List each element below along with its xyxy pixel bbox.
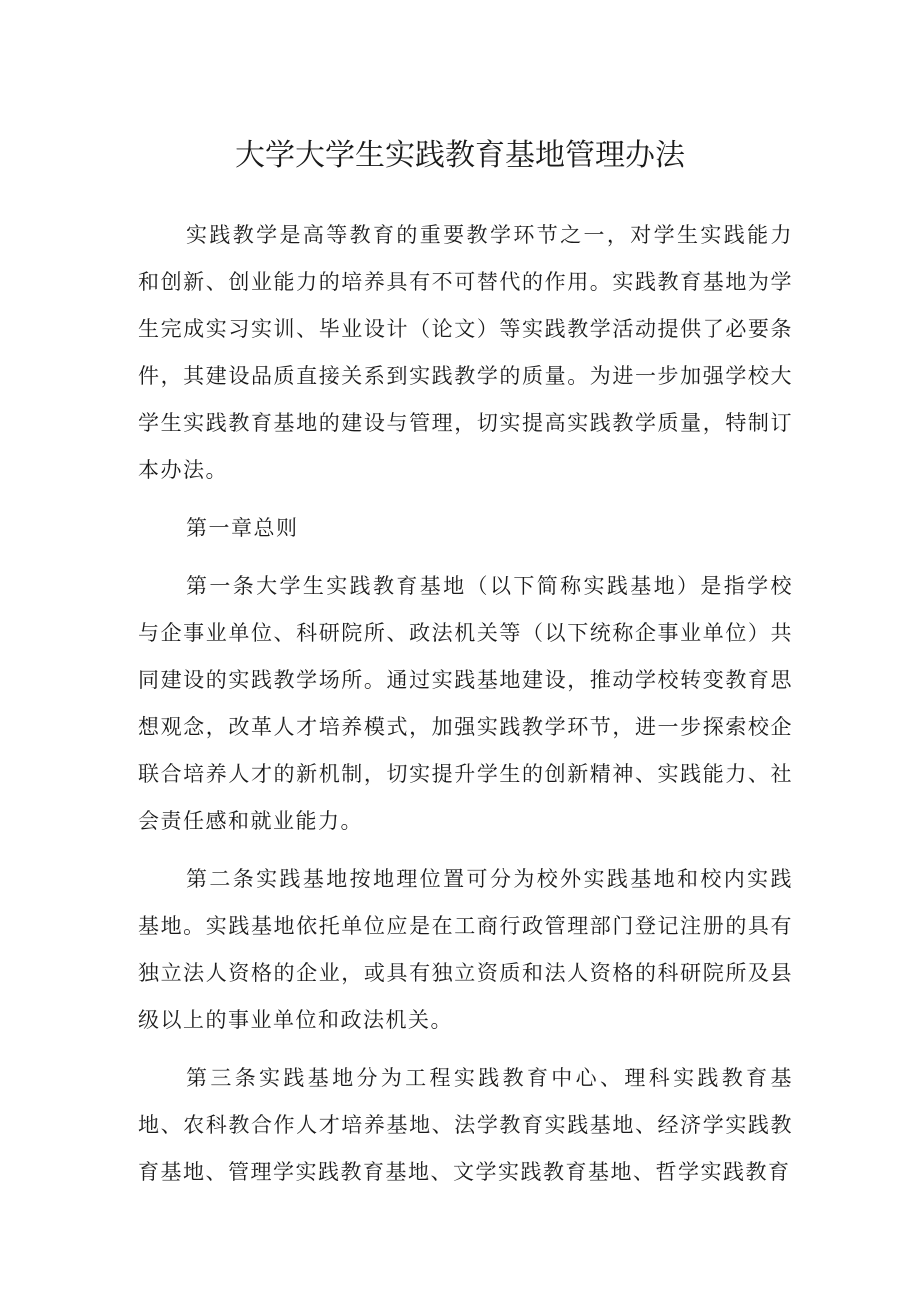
chapter-heading: 第一章总则: [186, 516, 299, 540]
intro-paragraph: 实践教学是高等教育的重要教学环节之一，对学生实践能力和创新、创业能力的培养具有不可替代的作用。实践教育基地为学生完成实习实训、毕业设计（论文）等实践教学活动提供了必要条件，其建设品质直接关系到实践教学的质量。为进一步加强学校大学生实践教育基地的建设与管理，切实提高实践教学质量，特制订本办法。: [138, 223, 793, 482]
document-body: [138, 212, 793, 1207]
article-2-paragraph: 第二条实践基地按地理位置可分为校外实践基地和校内实践基地。实践基地依托单位应是在工商行政管理部门登记注册的具有独立法人资格的企业，或具有独立资质和法人资格的科研院所及县级以上的事业单位和政法机关。: [138, 867, 793, 1032]
article-3-paragraph: 第三条实践基地分为工程实践教育中心、理科实践教育基地、农科教合作人才培养基地、法学教育实践基地、经济学实践教育基地、管理学实践教育基地、文学实践教育基地、哲学实践教育: [138, 1066, 793, 1184]
document-title: 大学大学生实践教育基地管理办法: [235, 138, 685, 173]
article-1-paragraph: 第一条大学生实践教育基地（以下简称实践基地）是指学校与企事业单位、科研院所、政法机关等（以下统称企事业单位）共同建设的实践教学场所。通过实践基地建设，推动学校转变教育思想观念，改革人才培养模式，加强实践教学环节，进一步探索校企联合培养人才的新机制，切实提升学生的创新精神、实践能力、社会责任感和就业能力。: [138, 574, 793, 833]
